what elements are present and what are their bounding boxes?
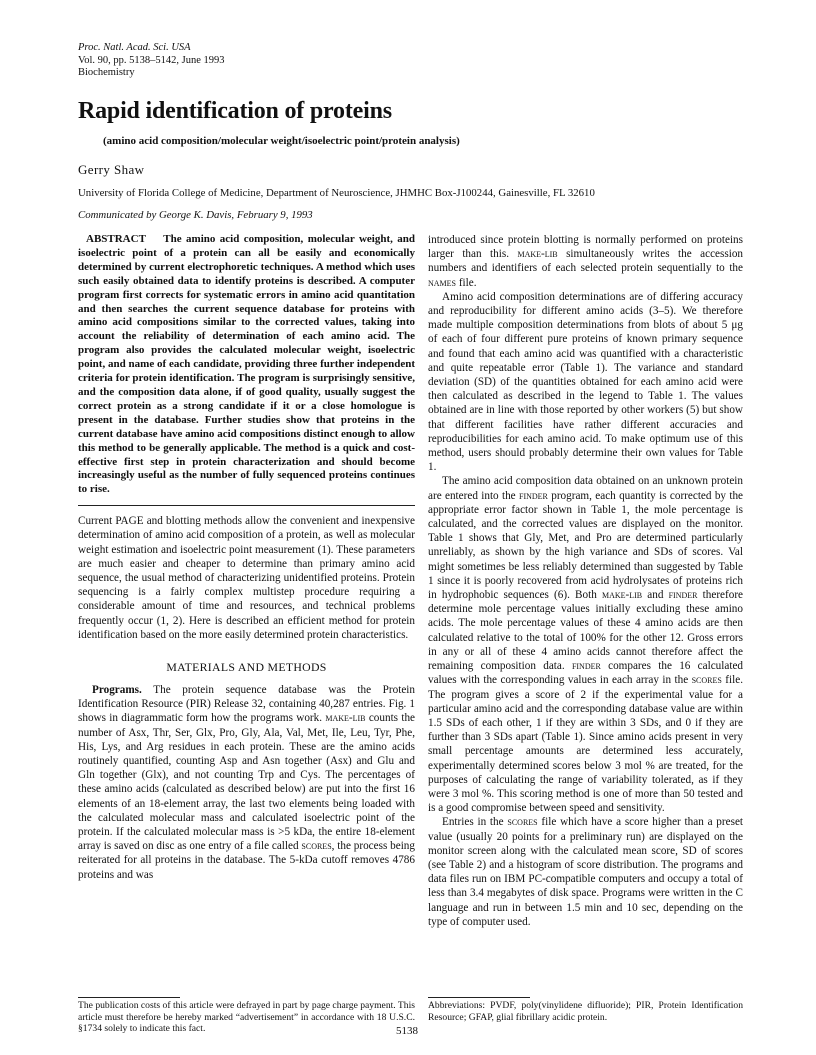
right-text-1c: file. <box>458 276 477 289</box>
affiliation: University of Florida College of Medicine, Department of Neuroscience, JHMHC Box-J100244, Gainesville, FL 32610 <box>78 187 595 199</box>
abstract-label: ABSTRACT <box>86 233 146 245</box>
programs-text-2: counts the number of Asx, Thr, Ser, Glx, Pro, Gly, Ala, Val, Met, Ile, Leu, Tyr, Phe, His, Lys, and Arg residues in each protein. These are the amino acids routinely quantified, counting Asp and Asn together (Asx) and Glu and Gln together (Glx), and not counting Trp and Cys. The percentages of these amino acids (calculated as described below) are put into the first 16 elements of an 18-element array, the last two elements being loaded with the calculated molecular mass and calculated isoelectric point of the protein. If the calculated molecular mass is >5 kDa, the entire 18-element array is saved on disc as one entry of a file called <box>78 712 416 853</box>
programs-paragraph <box>78 683 415 882</box>
journal-header <box>78 42 225 80</box>
scores-term: scores <box>301 840 332 853</box>
right-column <box>428 233 743 929</box>
keywords: (amino acid composition/molecular weight/isoelectric point/protein analysis) <box>103 135 460 147</box>
section-heading-methods: MATERIALS AND METHODS <box>166 660 327 675</box>
right-paragraph-1 <box>428 233 743 290</box>
right-text-3e: file. The program gives a score of 2 if the experimental value for a particular amino acid and the corresponding database value are within 1.5 SDs of each other, 1 if they are within 3 SDs, and 0 if they are further than 3 SDs apart (Table 1). Since amino acids present in very small percentage amounts are determined less accurately, experimentally determined scores below 3 mol % are treated, for the purposes of calculating the range of variability tolerated, as if they were 3 mol %. This scoring method is one of more than 50 tested and is a good compromise between speed and sensitivity. <box>428 674 743 815</box>
intro-paragraph: Current PAGE and blotting methods allow the convenient and inexpensive determination of amino acid composition of a protein, as well as molecular weight estimation and isoelectric point measurement (1). These parameters are much easier and cheaper to determine than primary amino acid sequence, the usual method of characterizing unidentified proteins. Protein sequencing is a fairly complex multistep procedure requiring a considerable amount of time and resources, and technical problems frequently occur (1, 2). Here is described an efficient method for protein identification based on the more easily determined protein characteristics. <box>78 515 415 641</box>
author: Gerry Shaw <box>78 162 145 177</box>
communicated-by: Communicated by George K. Davis, February 9, 1993 <box>78 209 313 221</box>
make-lib-term: make-lib <box>325 712 366 725</box>
scores-term: scores <box>507 816 538 829</box>
journal-name: Proc. Natl. Acad. Sci. USA <box>78 42 191 53</box>
volume-pages: Vol. 90, pp. 5138–5142, June 1993 <box>78 54 225 66</box>
abstract-text: The amino acid composition, molecular weight, and isoelectric point of a protein can all be easily and economically determined by current electrophoretic techniques. A method which uses such easily obtained data to identify proteins is described. A computer program first corrects for systematic errors in amino acid quantitation and then searches the current sequence database for proteins with amino acid compositions similar to the corrected values, taking into account the reliability of determination of each amino acid. The program also provides the calculated molecular weight, isoelectric point, and name of each candidate, providing three further independent criteria for protein identification. The program is surprisingly sensitive, and the composition data alone, if of good quality, usually suggest the correct protein as a strong candidate if it or a close homologue is present in the database. Further studies show that proteins in the current database have amino acid compositions distinct enough to allow this method to be generally applicable. The method is a quick and cost-effective first step in protein characterization and should become increasingly useful as the number of fully sequenced proteins continues to rise. <box>78 233 415 496</box>
abbreviations-divider <box>428 997 530 998</box>
right-text-3c: therefore determine mole percentage values initially excluding these amino acids. The mole percentage values of these 4 amino acids are then calculated relative to the total of 100% for the other 12. Gross errors in any or all of these 4 amino acids cannot therefore affect the remaining composition data. <box>428 589 744 673</box>
right-text-1b: simultaneously writes the accession numbers and identifiers of each selected protein sequentially to the <box>428 248 744 275</box>
programs-text-1: The protein sequence database was the Protein Identification Resource (PIR) Release 32, containing 40,287 entries. Fig. 1 shows in diagrammatic form how the programs work. <box>78 684 415 725</box>
footnote-divider <box>78 997 180 998</box>
article-title: Rapid identification of proteins <box>78 98 392 124</box>
make-lib-term: make-lib <box>517 248 558 261</box>
right-text-4b: file which have a score higher than a preset value (usually 20 points for a preliminary run) are displayed on the monitor screen along with the calculated mean score, SD of scores (see Table 2) and a histogram of score distribution. The programs and data files run on IBM PC-compatible computers and occupy a total of less than 3.4 megabytes of disk space. Programs were written in the C language and run in between 1.5 min and 10 sec, depending on the type of computer used. <box>428 816 744 928</box>
right-text-3a: The amino acid composition data obtained on an unknown protein are entered into the <box>428 475 743 502</box>
publication-cost-footnote: The publication costs of this article were defrayed in part by page charge payment. This article must therefore be hereby marked “advertisement” in accordance with 18 U.S.C. §1734 solely to indicate this fact. <box>78 1000 415 1035</box>
abbreviations-footnote: Abbreviations: PVDF, poly(vinylidene difluoride); PIR, Protein Identification Resource; GFAP, glial fibrillary acidic protein. <box>428 1000 743 1023</box>
and-text: and <box>647 589 664 602</box>
programs-text-3: , the process being reiterated for all proteins in the database. The 5-kDa cutoff removes 4786 proteins and was <box>78 840 415 881</box>
finder-term: finder <box>571 660 601 673</box>
abstract-divider <box>78 505 415 506</box>
page-number: 5138 <box>396 1025 418 1037</box>
right-text-3d: compares the 16 calculated values with the corresponding values in each array in the <box>428 660 744 687</box>
names-term: names <box>428 276 457 289</box>
abstract <box>78 233 415 497</box>
right-text-3b: program, each quantity is corrected by the appropriate error factor shown in Table 1, the mole percentage is calculated, and the corrected values are displayed on the monitor. Table 1 shows that Gly, Met, and Pro are determined particularly unreliably, as shown by the high variance and SDs of scores. Val might sometimes be less reliably determined than suggested by Table 1 since it is poorly recovered from acid hydrolysates of proteins rich in hydrophobic sequences (6). Both <box>428 489 744 602</box>
make-lib-term: make-lib <box>601 589 643 602</box>
right-text-1a: introduced since protein blotting is normally performed on proteins larger than this. <box>428 234 743 261</box>
scores-term: scores <box>691 674 722 687</box>
programs-runin-head: Programs. <box>92 684 142 697</box>
right-text-4a: Entries in the <box>442 816 504 829</box>
journal-section: Biochemistry <box>78 67 135 78</box>
right-paragraph-4 <box>428 815 743 929</box>
right-paragraph-2: Amino acid composition determinations are of differing accuracy and reproducibility for different amino acids (3–5). We therefore made multiple composition determinations from blots of about 5 μg of each of four different pure proteins of known primary sequence and found that each amino acid was quantified with a characteristic and quite repeatable error (Table 1). The variance and standard deviation (SD) of the quantities obtained for each amino acid were then calculated as described in the legend to Table 1. The values obtained are in line with those reported by other workers (5) but show that different facilities have rather different accuracies and reproducibilities for each amino acid. To make optimum use of this method, users should probably determine their own values for Table 1. <box>428 290 743 474</box>
right-paragraph-3 <box>428 474 743 815</box>
left-column <box>78 233 415 882</box>
finder-term: finder <box>668 589 698 602</box>
finder-term: finder <box>519 489 548 502</box>
